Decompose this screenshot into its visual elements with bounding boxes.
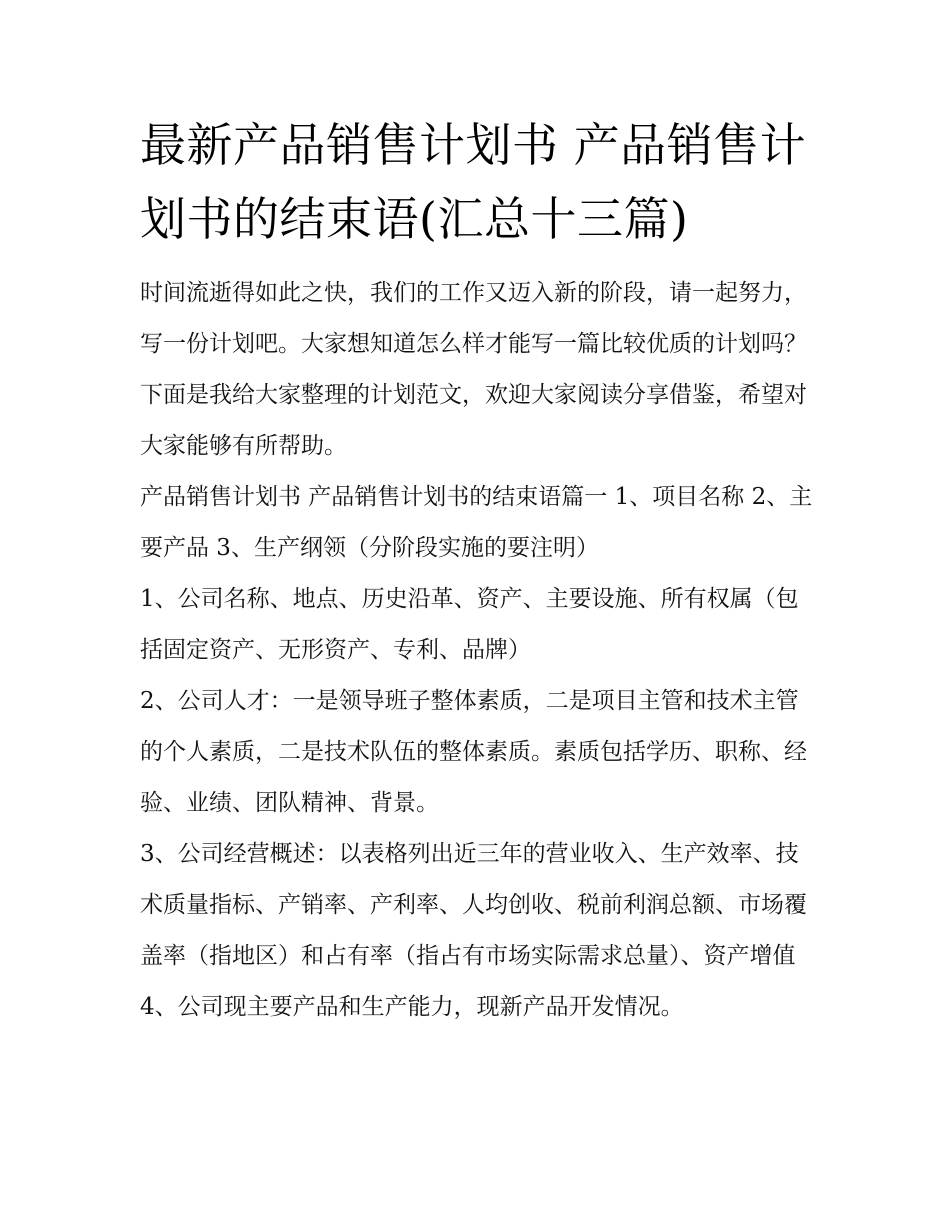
paragraph-company-info: 1、公司名称、地点、历史沿革、资产、主要设施、所有权属（包括固定资产、无形资产、专利、品牌） bbox=[140, 586, 799, 663]
paragraph-company-talent: 2、公司人才：一是领导班子整体素质，二是项目主管和技术主管的个人素质，二是技术队伍的整体素质。素质包括学历、职称、经验、业绩、团队精神、背景。 bbox=[140, 688, 807, 816]
document-title: 最新产品销售计划书 产品销售计划书的结束语(汇总十三篇) bbox=[140, 118, 807, 246]
paragraph-section-one: 产品销售计划书 产品销售计划书的结束语篇一 1、项目名称 2、主要产品 3、生产纲领（分阶段实施的要注明） bbox=[140, 484, 813, 561]
paragraph-company-operations: 3、公司经营概述：以表格列出近三年的营业收入、生产效率、技术质量指标、产销率、产利率、人均创收、税前利润总额、市场覆盖率（指地区）和占有率（指占有市场实际需求总量）、资产增值 bbox=[140, 841, 807, 969]
paragraph-intro: 时间流逝得如此之快，我们的工作又迈入新的阶段，请一起努力，写一份计划吧。大家想知道怎么样才能写一篇比较优质的计划吗？下面是我给大家整理的计划范文，欢迎大家阅读分享借鉴，希望对大家能够有所帮助。 bbox=[140, 280, 807, 459]
document-content bbox=[140, 108, 820, 1033]
paragraph-products: 4、公司现主要产品和生产能力，现新产品开发情况。 bbox=[140, 994, 684, 1020]
